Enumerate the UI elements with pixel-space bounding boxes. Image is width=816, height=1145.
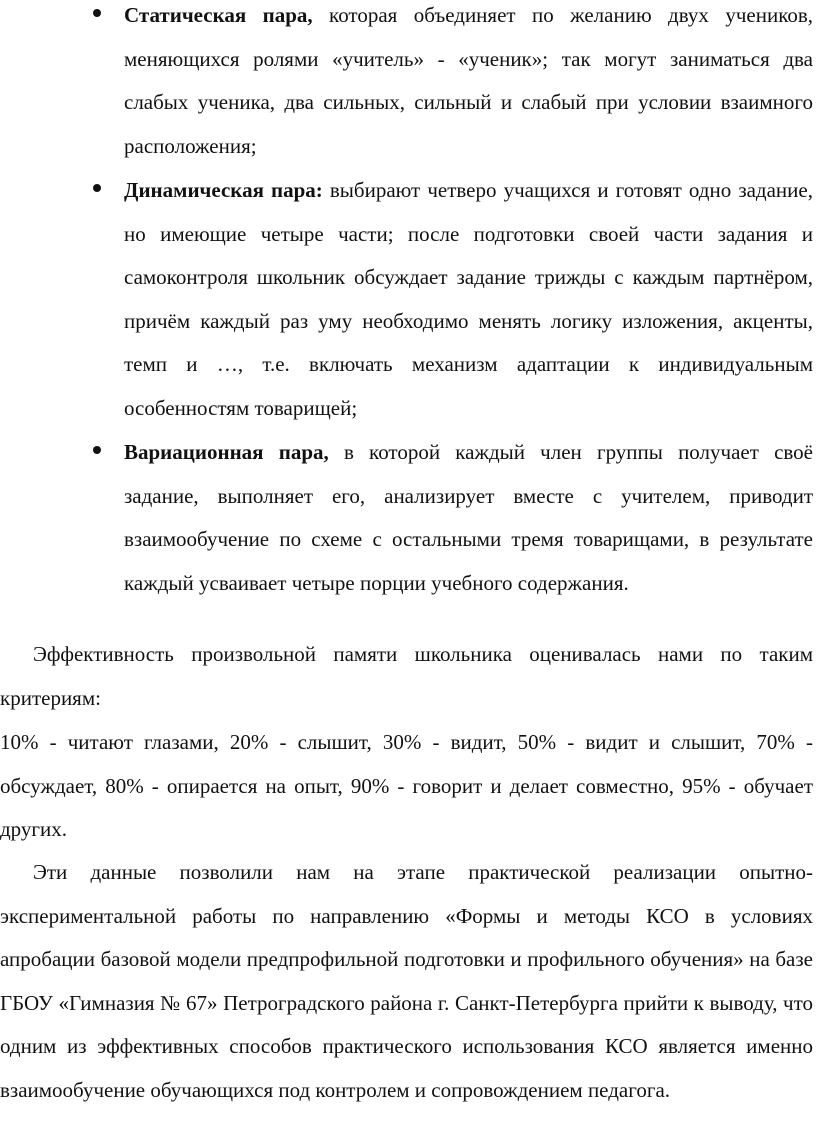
bullet-icon [93, 184, 101, 192]
criteria-list-paragraph: 10% - читают глазами, 20% - слышит, 30% - видит, 50% - видит и слышит, 70% - обсуждает, 80% - опирается на опыт, 90% - говорит и делает совместно, 95% - обучает других. [0, 730, 813, 842]
static-pair-description: которая объединяет по желанию двух учеников, меняющихся ролями «учитель» - «ученик»; так могут заниматься два слабых ученика, два сильных, сильный и слабый при условии взаимного расположения; [124, 3, 813, 158]
term-dynamic-pair: Динамическая пара: [124, 178, 323, 202]
conclusion-paragraph: Эти данные позволили нам на этапе практической реализации опытно-экспериментальной работы по направлению «Формы и методы КСО в условиях апробации базовой модели предпрофильной подготовки и профильного обучения» на базе ГБОУ «Гимназия № 67» Петроградского района г. Санкт-Петербурга прийти к выводу, что одним из эффективных способов практического использования КСО является именно взаимообучение обучающихся под контролем и сопровождением педагога. [0, 860, 813, 1102]
dynamic-pair-description: выбирают четверо учащихся и готовят одно задание, но имеющие четыре части; после подготовки своей части задания и самоконтроля школьник обсуждает задание трижды с каждым партнёром, причём каждый раз уму необходимо менять логику изложения, акценты, темп и …, т.е. включать механизм адаптации к индивидуальным особенностям товарищей; [124, 178, 813, 420]
criteria-intro-paragraph: Эффективность произвольной памяти школьника оценивалась нами по таким критериям: [0, 642, 813, 710]
term-static-pair: Статическая пара, [124, 3, 313, 27]
bullet-icon [93, 9, 101, 17]
bullet-icon [93, 446, 101, 454]
term-variation-pair: Вариационная пара, [124, 440, 329, 464]
list-item-variation-pair [0, 431, 816, 605]
variation-pair-description: в которой каждый член группы получает своё задание, выполняет его, анализирует вместе с учителем, приводит взаимообучение по схеме с остальными тремя товарищами, в результате каждый усваивает четыре порции учебного содержания. [124, 440, 813, 595]
list-item-static-pair [0, 0, 816, 168]
list-item-dynamic-pair [0, 169, 816, 431]
